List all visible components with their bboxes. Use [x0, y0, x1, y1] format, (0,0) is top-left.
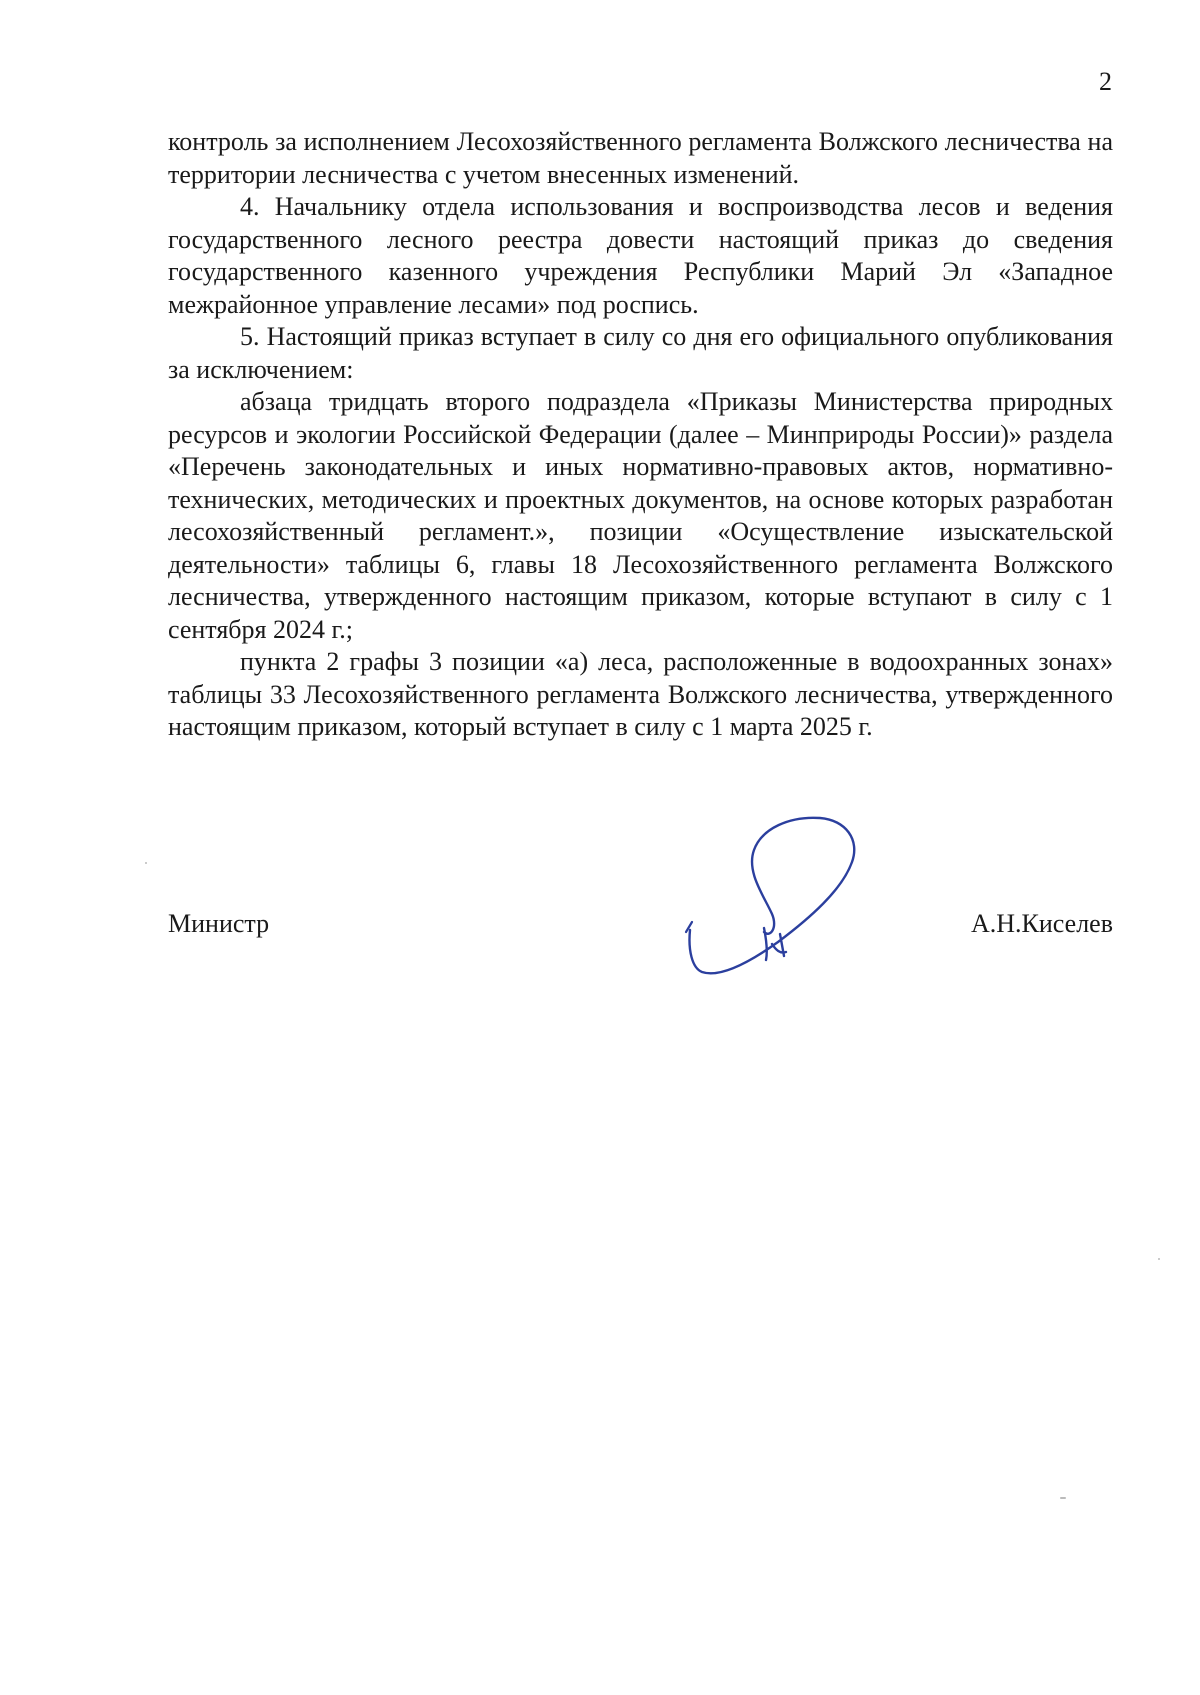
scan-speck	[1158, 1258, 1160, 1260]
signatory-title: Министр	[168, 909, 270, 938]
paragraph-exception-2: пункта 2 графы 3 позиции «а) леса, расположенные в водоохранных зонах» таблицы 33 Лесохозяйственного регламента Волжского лесничества, утвержденного настоящим приказом, который вступает в силу с 1 марта 2025 г.	[168, 647, 1113, 741]
signatory-name: А.Н.Киселев	[971, 909, 1113, 938]
paragraph-item-4: 4. Начальнику отдела использования и воспроизводства лесов и ведения государственного лесного реестра довести настоящий приказ до сведения государственного казенного учреждения Республики Марий Эл «Западное межрайонное управление лесами» под роспись.	[168, 192, 1113, 319]
page-number: 2	[1099, 67, 1112, 96]
scan-speck	[145, 862, 147, 864]
signature-block	[168, 908, 1113, 948]
document-body	[168, 126, 1113, 744]
paragraph-control: контроль за исполнением Лесохозяйственного регламента Волжского лесничества на территории лесничества с учетом внесенных изменений.	[168, 127, 1113, 189]
scan-speck	[1060, 1497, 1066, 1499]
paragraph-exception-1: абзаца тридцать второго подраздела «Приказы Министерства природных ресурсов и экологии Российской Федерации (далее – Минприроды России)» раздела «Перечень законодательных и иных нормативно-правовых актов, нормативно-технических, методических и проектных документов, на основе которых разработан лесохозяйственный регламент.», позиции «Осуществление изыскательской деятельности» таблицы 6, главы 18 Лесохозяйственного регламента Волжского лесничества, утвержденного настоящим приказом, которые вступают в силу с 1 сентября 2024 г.;	[168, 387, 1113, 644]
handwritten-signature	[680, 810, 920, 990]
paragraph-item-5: 5. Настоящий приказ вступает в силу со дня его официального опубликования за исключением:	[168, 322, 1113, 384]
